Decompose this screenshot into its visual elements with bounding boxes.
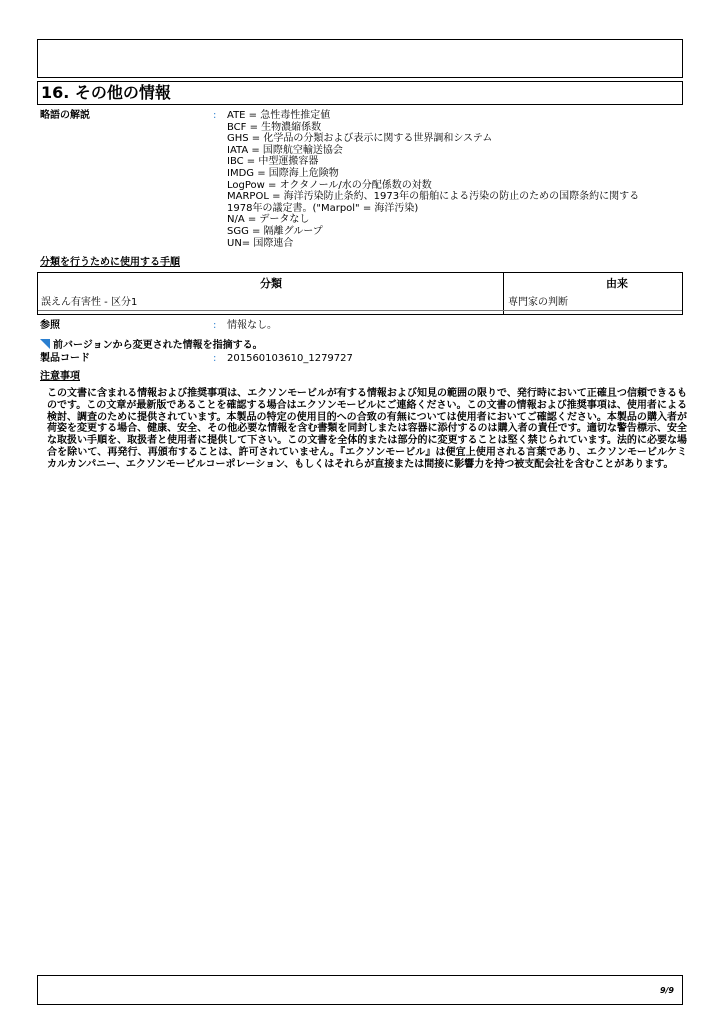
procedure-label: 分類を行うために使用する手順	[40, 257, 180, 268]
header-box	[37, 39, 683, 78]
change-marker-icon	[40, 339, 50, 349]
abbreviation-line-ghs: GHS = 化学品の分類および表示に関する世界調和システム	[227, 133, 493, 145]
abbreviation-line-logpow: LogPow = オクタノール/水の分配係数の対数	[227, 179, 432, 191]
references-value: 情報なし。	[227, 320, 277, 331]
abbreviation-line-bcf: BCF = 生物濃縮係数	[227, 121, 322, 133]
notice-label: 注意事項	[40, 371, 80, 382]
abbreviation-line-un: UN= 国際連合	[227, 237, 294, 249]
abbreviation-line-ate: ATE = 急性毒性推定値	[227, 110, 331, 121]
abbreviation-line-na: N/A = データなし	[227, 214, 310, 226]
abbreviations-list	[227, 110, 687, 249]
footer-box	[37, 975, 683, 1005]
references-colon: :	[213, 320, 217, 331]
classification-header: 分類	[260, 277, 282, 290]
source-header: 由来	[606, 277, 628, 290]
abbreviation-line-sgg: SGG = 隔離グループ	[227, 225, 323, 237]
change-note-text: 前バージョンから変更された情報を指摘する。	[53, 340, 263, 351]
notice-text: この文書に含まれる情報および推奨事項は、エクソンモービルが有する情報および知見の範囲の限りで、発行時において正確且つ信頼できるものです。この文章が最新版であることを確認する場合はエクソンモービルにご連絡ください。この文書の情報および推奨事項は、使用者による検討、調査のために提供されています。本製品の特定の使用目的への合致の有無については使用者においてご確認ください。本製品の購入者が荷姿を変更する場合、健康、安全、その他必要な情報を含む書類を同封しまたは容器に添付するのは購入者の責任です。適切な警告標示、安全な取扱い手順を、取扱者と使用者に提供して下さい。この文書を全体的または部分的に変更することは堅く禁じられています。法的に必要な場合を除いて、再発行、再頒布することは、許可されていません。『エクソンモービル』は便宜上使用される言葉であり、エクソンモービルケミカルカンパニー、エクソンモービルコーポレーション、もしくはそれらが直接または間接に影響力を持つ被支配会社を含むことがあります。	[47, 388, 687, 470]
product-code-label: 製品コード	[40, 353, 90, 364]
abbreviation-line-marpol: MARPOL = 海洋汚染防止条約、1973年の船舶による汚染の防止のための国際条約に関する	[227, 191, 640, 203]
product-code-value: 201560103610_1279727	[227, 353, 353, 364]
references-label: 参照	[40, 320, 60, 331]
source-cell: 専門家の判断	[508, 297, 568, 308]
change-note	[40, 336, 263, 351]
abbreviation-line-iata: IATA = 国際航空輸送協会	[227, 144, 343, 156]
table-divider	[503, 273, 504, 314]
page-number: 9/9	[659, 986, 674, 995]
table-bottom-rule	[38, 310, 682, 311]
abbreviation-line-marpol-cont: 1978年の議定書。("Marpol" = 海洋汚染)	[227, 202, 419, 214]
classification-cell: 誤えん有害性 - 区分1	[41, 297, 138, 308]
abbreviation-line-imdg: IMDG = 国際海上危険物	[227, 167, 339, 179]
abbreviations-colon: :	[213, 110, 217, 121]
abbreviations-label: 略語の解説	[40, 110, 90, 121]
section-title: 16. その他の情報	[37, 81, 683, 105]
product-code-colon: :	[213, 353, 217, 364]
classification-table	[37, 272, 683, 315]
abbreviation-line-ibc: IBC = 中型運搬容器	[227, 156, 319, 168]
